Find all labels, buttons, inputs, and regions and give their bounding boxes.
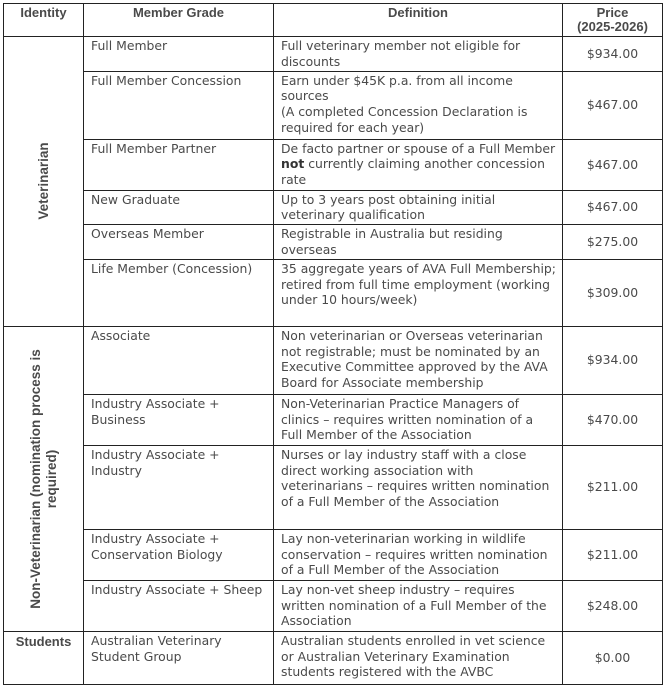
definition: Lay non-vet sheep industry – requires written nomination of a Full Member of the Association — [274, 580, 563, 631]
table-row — [4, 580, 663, 631]
table-row — [4, 259, 663, 326]
table-row — [4, 631, 663, 684]
definition — [274, 139, 563, 190]
header-identity: Identity — [4, 4, 84, 37]
member-grade: New Graduate — [84, 190, 274, 225]
header-price-period: (2025-2026) — [577, 19, 648, 34]
definition: Nurses or lay industry staff with a close direct working association with veterinarians – requires written nomination of a Full Member of the Association — [274, 445, 563, 529]
definition-end: currently claiming another concession rate — [281, 156, 545, 188]
definition-start: De facto partner or spouse of a Full Member — [281, 140, 556, 156]
member-grade: Associate — [84, 326, 274, 394]
definition: 35 aggregate years of AVA Full Membership; retired from full time employment (working under 10 hours/week) — [274, 259, 563, 326]
header-price — [563, 4, 663, 37]
definition-note: (A completed Concession Declaration is required for each year) — [281, 104, 528, 135]
price: $934.00 — [563, 326, 663, 394]
member-grade: Life Member (Concession) — [84, 259, 274, 326]
price: $309.00 — [563, 259, 663, 326]
definition: Lay non-veterinarian working in wildlife conservation – requires written nomination of a Full Member of the Association — [274, 529, 563, 580]
membership-pricing-table — [3, 3, 663, 685]
group-label-non-veterinarian: Non-Veterinarian (nomination process is required) — [27, 349, 59, 609]
header-definition: Definition — [274, 4, 563, 37]
definition-main: Earn under $45K p.a. from all income sources — [281, 72, 513, 104]
member-grade: Full Member — [84, 37, 274, 72]
group-label-students: Students — [4, 631, 84, 684]
price: $248.00 — [563, 580, 663, 631]
table-row — [4, 139, 663, 190]
table-row — [4, 394, 663, 445]
definition: Australian students enrolled in vet science or Australian Veterinary Examination students registered with the AVBC — [274, 631, 563, 684]
definition: Non-Veterinarian Practice Managers of clinics – requires written nomination of a Full Member of the Association — [274, 394, 563, 445]
table-row — [4, 71, 663, 139]
definition: Registrable in Australia but residing overseas — [274, 225, 563, 260]
definition: Full veterinary member not eligible for discounts — [274, 37, 563, 72]
price: $470.00 — [563, 394, 663, 445]
member-grade: Full Member Concession — [84, 71, 274, 139]
definition: Non veterinarian or Overseas veterinarian not registrable; must be nominated by an Executive Committee approved by the AVA Board for Associate membership — [274, 326, 563, 394]
group-label-veterinarian: Veterinarian — [35, 142, 51, 221]
member-grade: Industry Associate + Sheep — [84, 580, 274, 631]
price: $467.00 — [563, 71, 663, 139]
price: $211.00 — [563, 529, 663, 580]
table-row — [4, 445, 663, 529]
member-grade: Industry Associate + Industry — [84, 445, 274, 529]
member-grade: Overseas Member — [84, 225, 274, 260]
price: $467.00 — [563, 190, 663, 225]
member-grade: Full Member Partner — [84, 139, 274, 190]
price: $275.00 — [563, 225, 663, 260]
table-row — [4, 225, 663, 260]
definition — [274, 71, 563, 139]
group-non-veterinarian — [4, 326, 84, 631]
group-veterinarian — [4, 37, 84, 327]
price: $934.00 — [563, 37, 663, 72]
table-row — [4, 326, 663, 394]
table-row — [4, 190, 663, 225]
price: $467.00 — [563, 139, 663, 190]
header-row — [4, 4, 663, 37]
header-price-label: Price — [596, 5, 629, 20]
definition-emphasis: not — [281, 156, 305, 172]
definition: Up to 3 years post obtaining initial veterinary qualification — [274, 190, 563, 225]
price: $0.00 — [563, 631, 663, 684]
header-member-grade: Member Grade — [84, 4, 274, 37]
table-row — [4, 37, 663, 72]
price: $211.00 — [563, 445, 663, 529]
table-row — [4, 529, 663, 580]
member-grade: Industry Associate + Conservation Biology — [84, 529, 274, 580]
member-grade: Australian Veterinary Student Group — [84, 631, 274, 684]
member-grade: Industry Associate + Business — [84, 394, 274, 445]
